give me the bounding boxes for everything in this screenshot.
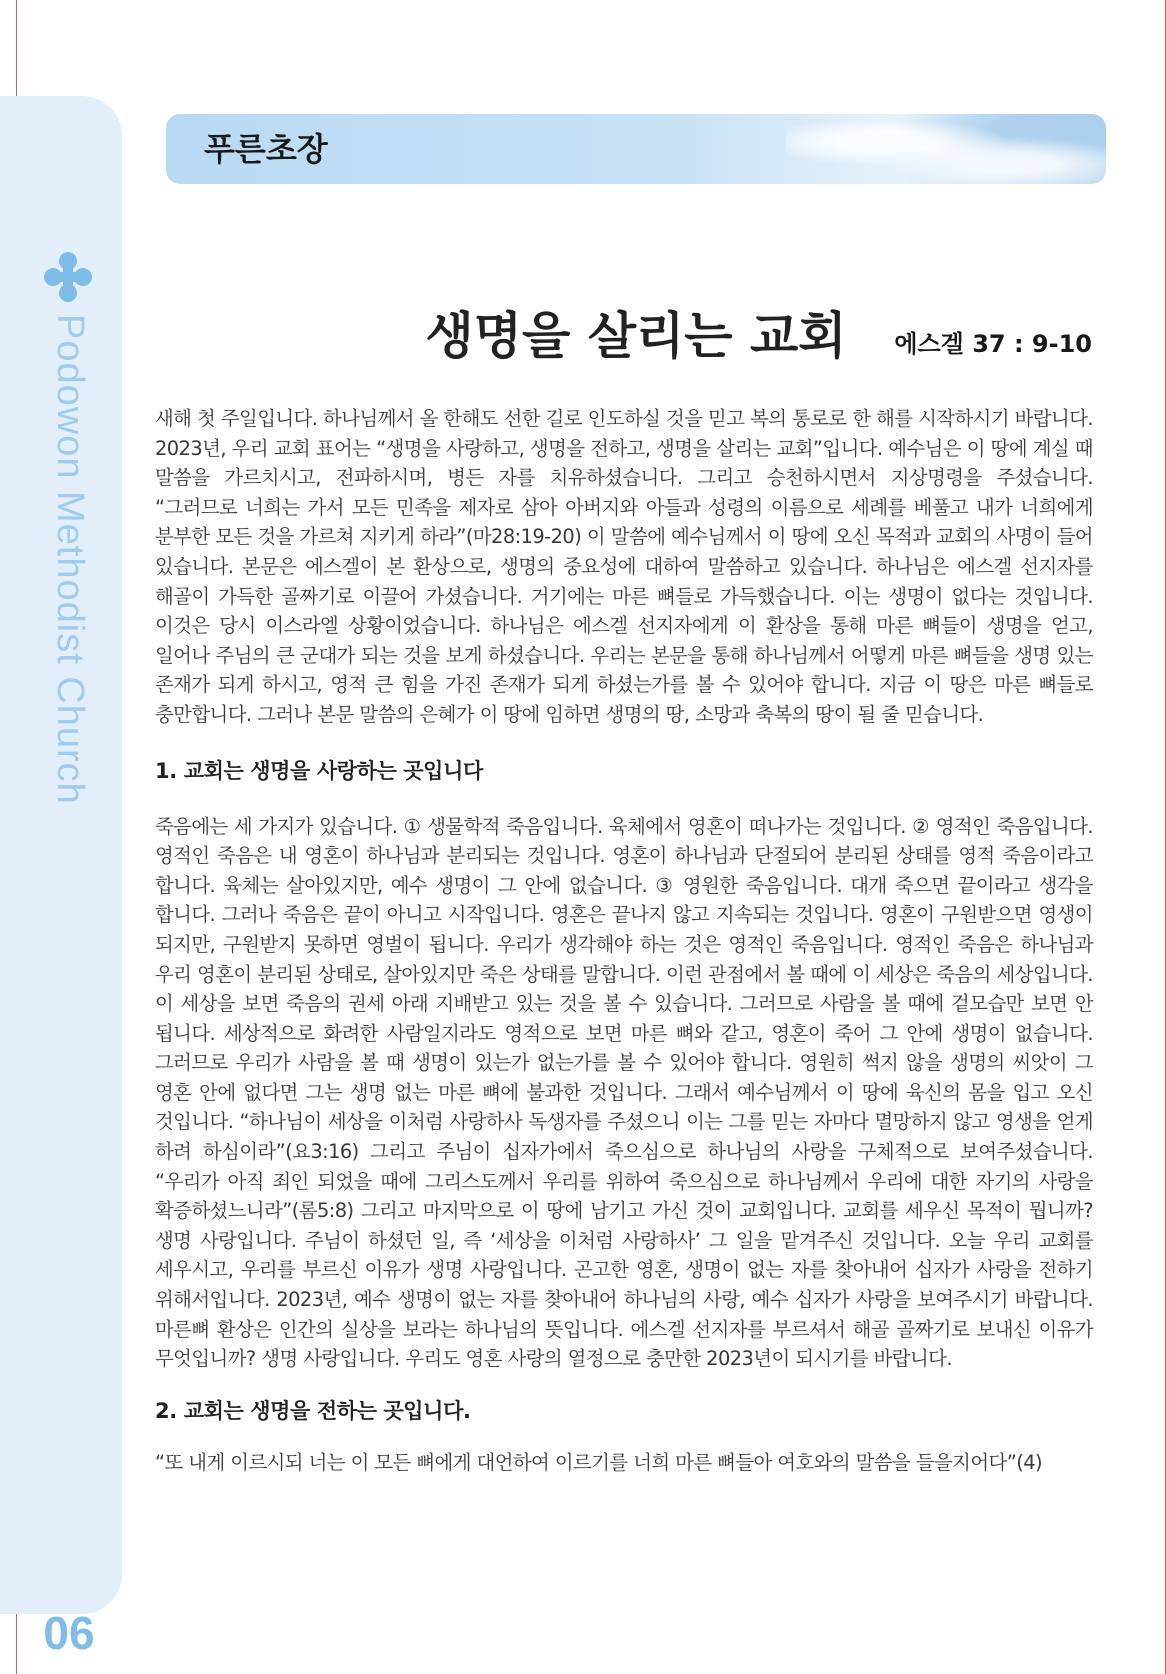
sidebar (0, 96, 122, 1659)
section-banner (166, 114, 1106, 184)
church-name: Podowon Methodist Church (49, 314, 91, 805)
scripture-reference: 에스겔 37 : 9-10 (894, 330, 1092, 358)
section-paragraph-1: 죽음에는 세 가지가 있습니다. ① 생물학적 죽음입니다. 육체에서 영혼이 떠나가는 것입니다. ② 영적인 죽음입니다. 영적인 죽음은 내 영혼이 하나님과 분리되는 것입니다. 영혼이 하나님과 단절되어 분리된 상태를 영적 죽음이라고 합니다. 육체는 살아있지만, 예수 생명이 그 안에 없습니다. ③ 영원한 죽음입니다. 대개 죽으면 끝이라고 생각을 합니다. 그러나 죽음은 끝이 아니고 시작입니다. 영혼은 끝나지 않고 지속되는 것입니다. 영혼이 구원받으면 영생이 되지만, 구원받지 못하면 영벌이 됩니다. 우리가 생각해야 하는 것은 영적인 죽음입니다. 영적인 죽음은 하나님과 우리 영혼이 분리된 상태로, 살아있지만 죽은 상태를 말합니다. 이런 관점에서 볼 때에 이 세상은 죽음의 세상입니다. 이 세상을 보면 죽음의 권세 아래 지배받고 있는 것을 볼 수 있습니다. 그러므로 사람을 볼 때에 겉모습만 보면 안 됩니다. 세상적으로 화려한 사람일지라도 영적으로 보면 마른 뼈와 같고, 영혼이 죽어 그 안에 생명이 없습니다. 그러므로 우리가 사람을 볼 때 생명이 있는가 없는가를 볼 수 있어야 합니다. 영원히 썩지 않을 생명의 씨앗이 그 영혼 안에 없다면 그는 생명 없는 마른 뼈에 불과한 것입니다. 그래서 예수님께서 이 땅에 육신의 몸을 입고 오신 것입니다. “하나님이 세상을 이처럼 사랑하사 독생자를 주셨으니 이는 그를 믿는 자마다 멸망하지 않고 영생을 얻게 하려 하심이라”(요3:16) 그리고 주님이 십자가에서 죽으심으로 하나님의 사랑을 구체적으로 보여주셨습니다. “우리가 아직 죄인 되었을 때에 그리스도께서 우리를 위하여 죽으심으로 하나님께서 우리에 대한 자기의 사랑을 확증하셨느니라”(롬5:8) 그리고 마지막으로 이 땅에 남기고 가신 것이 교회입니다. 교회를 세우신 목적이 뭡니까? 생명 사랑입니다. 주님이 하셨던 일, 즉 ‘세상을 이처럼 사랑하사’ 그 일을 맡겨주신 것입니다. 오늘 우리 교회를 세우시고, 우리를 부르신 이유가 생명 사랑입니다. 곤고한 영혼, 생명이 없는 자를 찾아내어 십자가 사랑을 전하기 위해서입니다. 2023년, 예수 생명이 없는 자를 찾아내어 하나님의 사랑, 예수 십자가 사랑을 보여주시기 바랍니다. 마른뼈 환상은 인간의 실상을 보라는 하나님의 뜻입니다. 에스겔 선지자를 부르셔서 해골 골짜기로 보내신 이유가 무엇입니까? 생명 사랑입니다. 우리도 영혼 사랑의 열정으로 충만한 2023년이 되시기를 바랍니다. (155, 814, 1093, 1371)
sermon-title: 생명을 살리는 교회 (425, 305, 847, 365)
sermon-body (155, 404, 1093, 1477)
section-paragraph-2: “또 내게 이르시되 너는 이 모든 뼈에게 대언하여 이르기를 너희 마른 뼈들아 여호와의 말씀을 들을지어다”(4) (155, 1450, 1043, 1474)
section-heading-1: 1. 교회는 생명을 사랑하는 곳입니다 (155, 758, 483, 783)
section-heading-2: 2. 교회는 생명을 전하는 곳입니다. (155, 1398, 471, 1423)
banner-decoration (786, 114, 1106, 184)
cross-icon (44, 252, 92, 302)
page-number: 06 (43, 1607, 95, 1659)
section-title: 푸른초장 (204, 130, 328, 168)
intro-paragraph: 새해 첫 주일입니다. 하나님께서 올 한해도 선한 길로 인도하실 것을 믿고 복의 통로로 한 해를 시작하시기 바랍니다. 2023년, 우리 교회 표어는 “생명을 사랑하고, 생명을 전하고, 생명을 살리는 교회”입니다. 예수님은 이 땅에 계실 때 말씀을 가르치시고, 전파하시며, 병든 자를 치유하셨습니다. 그리고 승천하시면서 지상명령을 주셨습니다. “그러므로 너희는 가서 모든 민족을 제자로 삼아 아버지와 아들과 성령의 이름으로 세례를 베풀고 내가 너희에게 분부한 모든 것을 가르쳐 지키게 하라”(마28:19-20) 이 말씀에 예수님께서 이 땅에 오신 목적과 교회의 사명이 들어 있습니다. 본문은 에스겔이 본 환상으로, 생명의 중요성에 대하여 말씀하고 있습니다. 하나님은 에스겔 선지자를 해골이 가득한 골짜기로 이끌어 가셨습니다. 거기에는 마른 뼈들로 가득했습니다. 이는 생명이 없다는 것입니다. 이것은 당시 이스라엘 상황이었습니다. 하나님은 에스겔 선지자에게 이 환상을 통해 마른 뼈들이 생명을 얻고, 일어나 주님의 큰 군대가 되는 것을 보게 하셨습니다. 우리는 본문을 통해 하나님께서 어떻게 마른 뼈들을 생명 있는 존재가 되게 하시고, 영적 큰 힘을 가진 존재가 되게 하셨는가를 볼 수 있어야 합니다. 지금 이 땅은 마른 뼈들로 충만합니다. 그러나 본문 말씀의 은혜가 이 땅에 임하면 생명의 땅, 소망과 축복의 땅이 될 줄 믿습니다. (155, 407, 1093, 726)
